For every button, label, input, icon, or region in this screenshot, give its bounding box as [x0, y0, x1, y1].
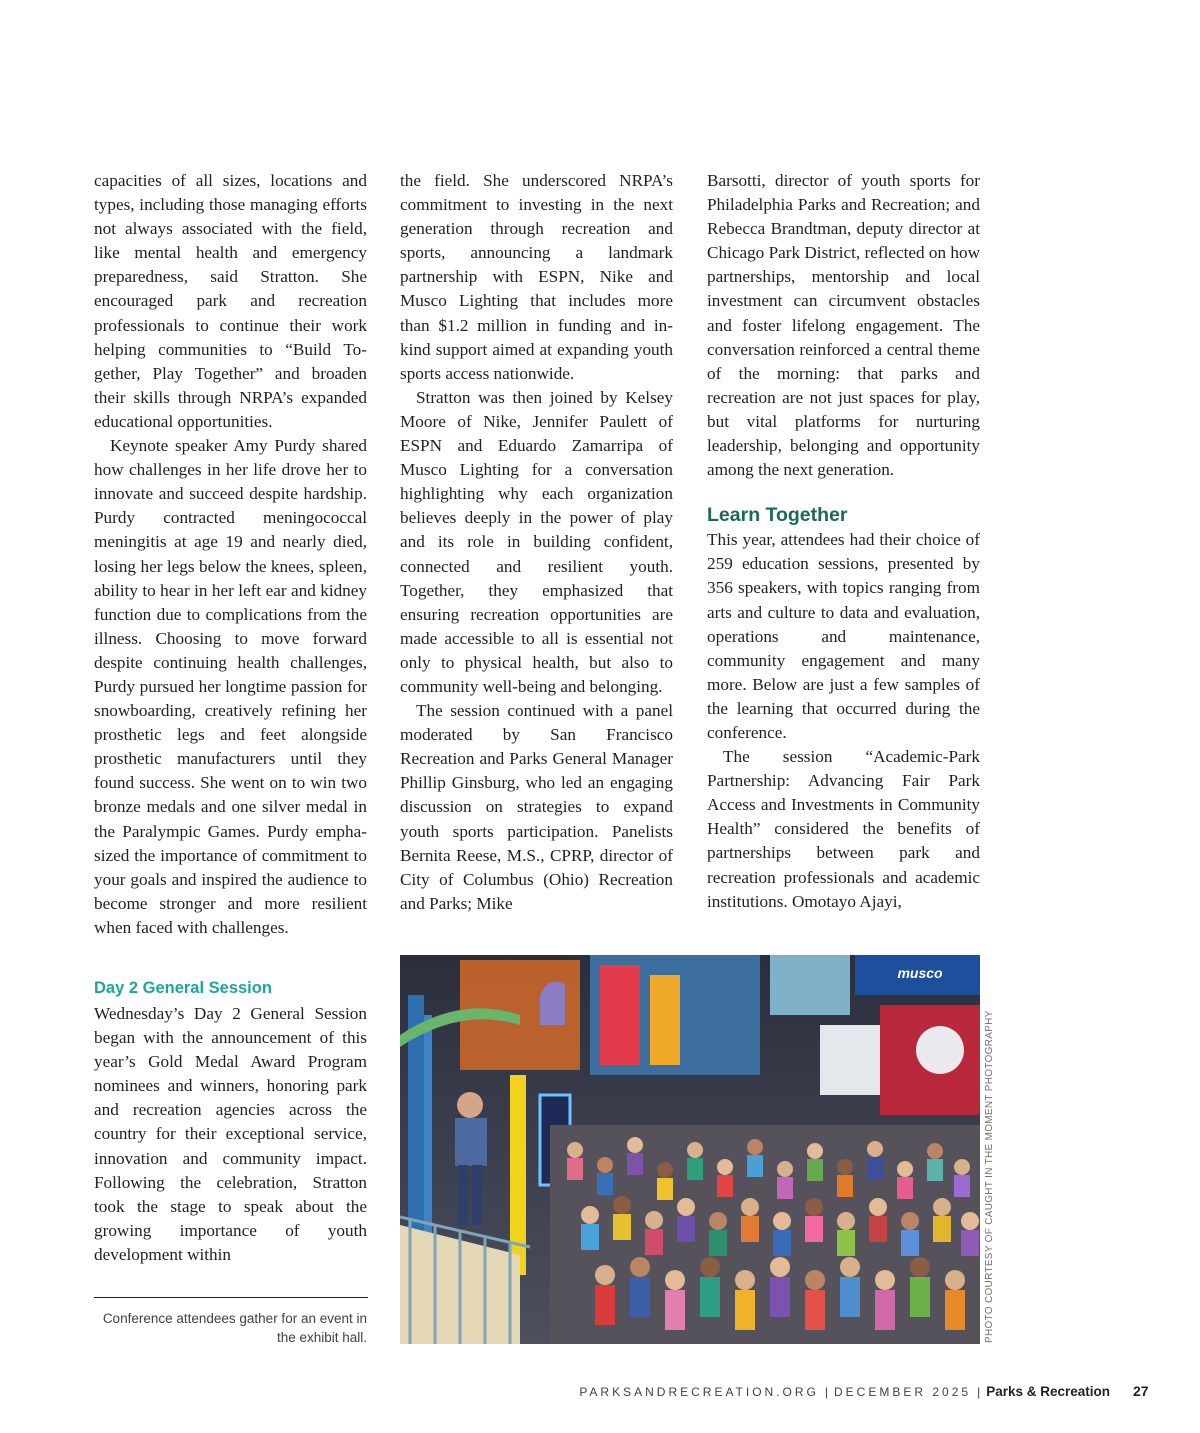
photo-credit: PHOTO COURTESY OF CAUGHT IN THE MOMENT PHOTOGRAPHY	[984, 1010, 995, 1343]
page-footer	[500, 1384, 1110, 1400]
footer-separator: |	[977, 1385, 981, 1399]
paragraph: This year, attendees had their choice of 259 education sessions, presented by 356 speakers, with topics ranging from arts and culture to data and evaluation, operations and maintenance, community engagement and many more. Below are just a few samples of the learning that occurred during the conference.	[707, 530, 980, 742]
exhibit-hall-photo	[400, 955, 980, 1344]
paragraph: capacities of all sizes, locations and types, including those managing efforts not always associated with the field, like mental health and emergency preparedness, said Stratton. She encouraged park and recreation professionals to continue their work helping communities to “Build Together, Play Together” and broaden their skills through NRPA’s expanded educational opportunities.	[94, 171, 367, 431]
musco-banner-text: musco	[897, 965, 943, 981]
section-heading-day2: Day 2 General Session	[94, 979, 272, 997]
footer-magazine-name: Parks & Recreation	[986, 1384, 1110, 1399]
paragraph: The session “Academic-Park Partnership: Advancing Fair Park Access and Investments in Community Health” considered the benefits of partnerships between park and recreation professionals and academic institutions. Omotayo Ajayi,	[707, 747, 980, 911]
paragraph: Wednesday’s Day 2 General Session began with the announcement of this year’s Gold Medal Award Program nominees and winners, honoring park and recreation agencies across the country for their exceptional service, innovation and community impact. Following the celebration, Stratton took the stage to speak about the growing importance of youth development within	[94, 1004, 367, 1264]
paragraph: Keynote speaker Amy Purdy shared how challenges in her life drove her to innovate and succeed despite hardship. Purdy contracted meningococcal meningitis at age 19 and nearly died, losing her legs below the knees, spleen, ability to hear in her left ear and kidney function due to complications from the illness. Choosing to move forward despite continuing health challenges, Purdy pursued her longtime passion for snowboarding, creatively refining her prosthetic legs and feet alongside prosthetic manufacturers until they found success. She went on to win two bronze medals and one silver medal in the Paralympic Games. Purdy emphasized the importance of commitment to your goals and inspired the audience to become stronger and more resilient when faced with challenges.	[94, 436, 367, 937]
footer-issue-date: DECEMBER 2025	[834, 1385, 972, 1399]
paragraph: The session continued with a panel moderated by San Francisco Recreation and Parks General Manager Phillip Ginsburg, who led an engaging discussion on strategies to expand youth sports participation. Panelists Bernita Reese, M.S., CPRP, director of City of Columbus (Ohio) Recreation and Parks; Mike	[400, 701, 673, 913]
photo-caption: Conference attendees gather for an event in the exhibit hall.	[102, 1311, 367, 1345]
exhibit-hall-illustration	[400, 955, 980, 1344]
footer-separator: |	[824, 1385, 829, 1399]
page-number: 27	[1133, 1383, 1149, 1399]
paragraph: Barsotti, director of youth sports for Philadelphia Parks and Recreation; and Rebecca Brandtman, deputy director at Chicago Park District, reflected on how partnerships, mentorship and local investment can circumvent obstacles and foster lifelong engagement. The conversation reinforced a central theme of the morning: that parks and recreation are not just spaces for play, but vital platforms for nurturing leadership, belonging and opportunity among the next generation.	[707, 171, 981, 480]
paragraph: the field. She underscored NRPA’s commitment to investing in the next generation through recreation and sports, announcing a landmark partnership with ESPN, Nike and Musco Lighting that includes more than $1.2 million in funding and in-kind support aimed at expanding youth sports access nationwide.	[400, 171, 673, 383]
article-column-2	[400, 169, 673, 916]
article-column-1	[94, 169, 367, 1267]
footer-website: PARKSANDRECREATION.ORG	[579, 1385, 819, 1399]
section-heading-learn-together: Learn Together	[707, 504, 848, 527]
paragraph: Stratton was then joined by Kelsey Moore of Nike, Jennifer Paulett of ESPN and Eduardo Zamarripa of Musco Lighting for a conversation highlighting why each organization believes deeply in the power of play and its role in building confident, connected and resilient youth. Together, they emphasized that ensuring recreation opportunities are made accessible to all is essential not only to physical health, but also to community well-being and belonging.	[400, 387, 673, 696]
article-column-3	[707, 169, 980, 914]
caption-divider	[94, 1297, 368, 1298]
